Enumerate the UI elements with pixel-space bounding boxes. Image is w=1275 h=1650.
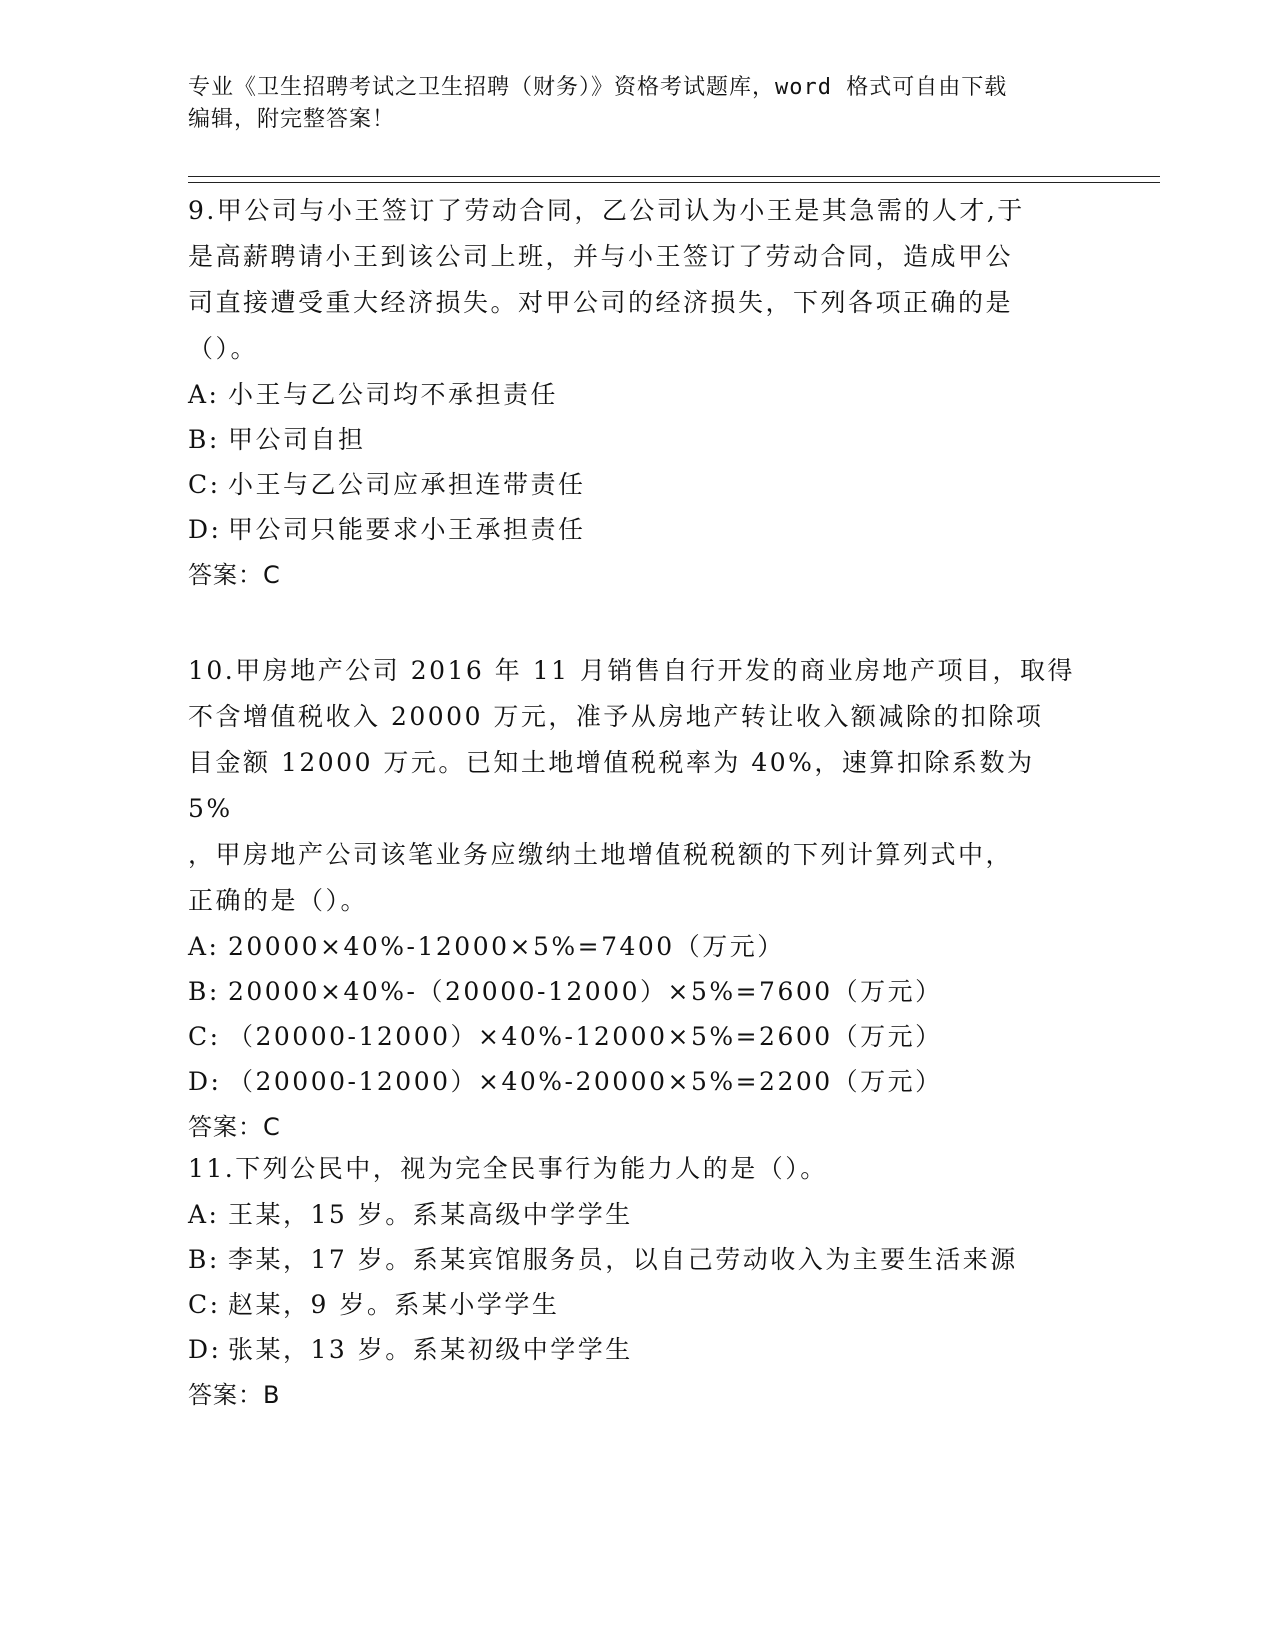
option-key: C:: [188, 1290, 221, 1319]
option-c: [188, 1282, 1088, 1327]
question-stem-line: （）。: [188, 334, 259, 363]
option-b: [188, 417, 1088, 462]
question-11: [188, 1146, 1088, 1418]
option-key: B:: [188, 977, 220, 1006]
header-divider-bottom: [188, 182, 1160, 183]
option-text: 张某，13 岁。系某初级中学学生: [228, 1335, 633, 1364]
option-text: 小王与乙公司均不承担责任: [228, 380, 559, 409]
option-text: 甲公司自担: [228, 425, 366, 454]
option-a: [188, 372, 1088, 417]
option-a: [188, 924, 1088, 969]
option-key: A:: [188, 380, 220, 409]
question-10: [188, 648, 1088, 1150]
option-text: （20000-12000）×40%-12000×5%=2600（万元）: [228, 1022, 943, 1051]
option-key: D:: [188, 515, 222, 544]
document-header: [188, 72, 1088, 136]
option-text: 赵某，9 岁。系某小学学生: [228, 1290, 560, 1319]
option-key: A:: [188, 932, 220, 961]
option-d: [188, 1059, 1088, 1104]
header-divider-top: [188, 176, 1160, 177]
option-key: D:: [188, 1067, 222, 1096]
question-stem-line: 11.下列公民中，视为完全民事行为能力人的是（）。: [188, 1154, 828, 1183]
option-text: 20000×40%-（20000-12000）×5%=7600（万元）: [228, 977, 943, 1006]
option-text: 20000×40%-12000×5%=7400（万元）: [228, 932, 785, 961]
option-text: 王某，15 岁。系某高级中学学生: [228, 1200, 633, 1229]
option-key: D:: [188, 1335, 222, 1364]
option-key: B:: [188, 425, 220, 454]
question-stem-line: 不含增值税收入 20000 万元，准予从房地产转让收入额减除的扣除项: [188, 702, 1044, 731]
option-b: [188, 969, 1088, 1014]
question-stem-line: ，甲房地产公司该笔业务应缴纳土地增值税税额的下列计算列式中，: [188, 840, 1014, 869]
option-text: 李某，17 岁。系某宾馆服务员，以自己劳动收入为主要生活来源: [228, 1245, 1018, 1274]
question-stem-line: 目金额 12000 万元。已知土地增值税税率为 40%，速算扣除系数为 5%: [188, 748, 1035, 823]
option-text: （20000-12000）×40%-20000×5%=2200（万元）: [228, 1067, 943, 1096]
answer-label: 答案：C: [188, 561, 281, 589]
option-key: C:: [188, 470, 221, 499]
option-a: [188, 1192, 1088, 1237]
question-stem-line: 司直接遭受重大经济损失。对甲公司的经济损失，下列各项正确的是: [188, 288, 1014, 317]
question-9: [188, 188, 1088, 598]
option-d: [188, 1327, 1088, 1372]
option-c: [188, 1014, 1088, 1059]
option-b: [188, 1237, 1088, 1282]
option-text: 小王与乙公司应承担连带责任: [228, 470, 586, 499]
question-stem-line: 9.甲公司与小王签订了劳动合同，乙公司认为小王是其急需的人才,于: [188, 196, 1025, 225]
question-stem-line: 正确的是（）。: [188, 886, 369, 915]
option-d: [188, 507, 1088, 552]
answer-label: 答案：C: [188, 1113, 281, 1141]
option-key: A:: [188, 1200, 220, 1229]
option-key: C:: [188, 1022, 221, 1051]
option-key: B:: [188, 1245, 220, 1274]
header-line-1: 专业《卫生招聘考试之卫生招聘（财务）》资格考试题库，word 格式可自由下载: [188, 75, 1008, 100]
header-line-2: 编辑，附完整答案！: [188, 107, 396, 132]
option-text: 甲公司只能要求小王承担责任: [228, 515, 586, 544]
question-stem-line: 是高薪聘请小王到该公司上班，并与小王签订了劳动合同，造成甲公: [188, 242, 1014, 271]
answer-label: 答案：B: [188, 1381, 281, 1409]
option-c: [188, 462, 1088, 507]
question-stem-line: 10.甲房地产公司 2016 年 11 月销售自行开发的商业房地产项目，取得: [188, 656, 1075, 685]
